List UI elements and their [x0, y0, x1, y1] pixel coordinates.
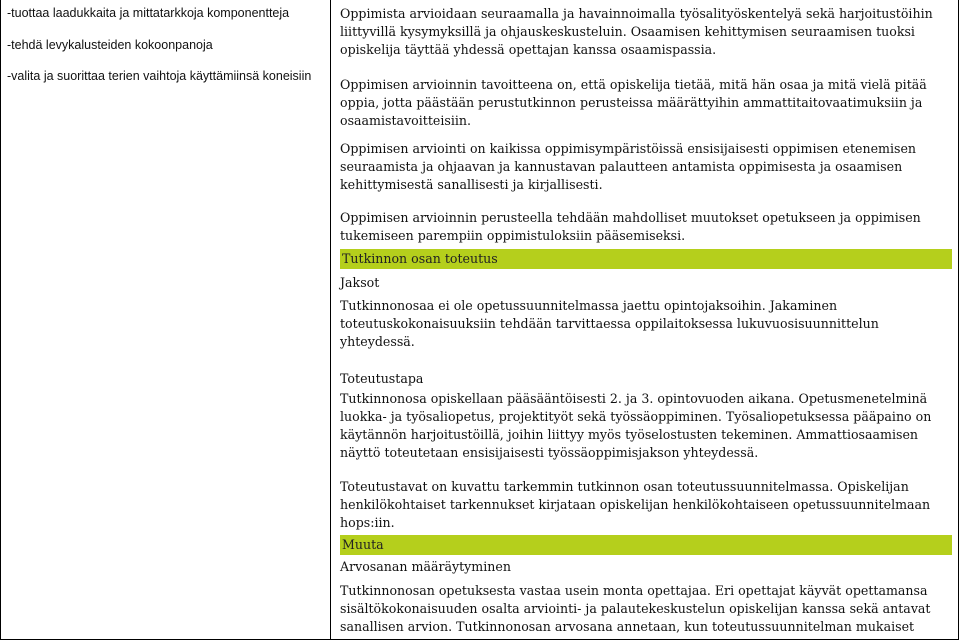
left-column: [0, 0, 331, 640]
skill-item: -valita ja suorittaa terien vaihtoja käyttämiinsä koneisiin: [7, 69, 312, 83]
toteutustapa-text: Tutkinnonosa opiskellaan pääsääntöisesti 2. ja 3. opintovuoden aikana. Opetusmenetelminä luokka- ja työsaliopetus, projektityöt sekä työssäoppiminen. Työsaliopetuksessa pääpaino on käytännön harjoitustöillä, joihin liittyy myös työselostusten tekeminen. Ammattiosaamisen näyttö toteutetaan ensisijaisesti työssäoppimisjakson yhteydessä.: [340, 391, 932, 460]
toteutustapa-text-2: Toteutustavat on kuvattu tarkemmin tutkinnon osan toteutussuunnitelmassa. Opiskelijan henkilökohtaiset tarkennukset kirjataan opiskelijan henkilökohtaiseen opetussuunnitelmaan hops:iin.: [340, 479, 931, 530]
assessment-environment-paragraph: Oppimisen arviointi on kaikissa oppimisympäristöissä ensisijaisesti oppimisen etenemisen seuraamista ja ohjaavan ja kannustavan palautteen antamista oppimisesta ja osaamisen kehittymisestä sanallisesti ja kirjallisesti.: [340, 141, 917, 192]
right-column: [331, 0, 959, 640]
assessment-paragraph: Oppimista arvioidaan seuraamalla ja havainnoimalla työsalityöskentelyä sekä harjoitustöihin liittyvillä kysymyksillä ja ohjauskeskusteluin. Osaamisen kehittymisen seuraamisen tuoksi opiskelija täyttää yhdessä opettajan kanssa osaamispassia.: [340, 6, 933, 57]
subheading-arvosana: Arvosanan määräytyminen: [340, 559, 511, 574]
arvosana-text: Tutkinnonosan opetuksesta vastaa usein monta opettajaa. Eri opettajat käyvät opettamansa sisältökokonaisuuden osalta arviointi- ja palautekeskustelun opiskelijan kanssa sekä antavat sanallisen arvion. Tutkinnonosan arvosana annetaan, kun toteutussuunnitelman mukaiset: [340, 583, 931, 634]
jaksot-text: Tutkinnonosaa ei ole opetussuunnitelmassa jaettu opintojaksoihin. Jakaminen toteutuskokonaisuuksiin tehdään tarvittaessa oppilaitoksessa lukuvuosisuunnittelun yhteydessä.: [340, 298, 879, 349]
skill-item: -tehdä levykalusteiden kokoonpanoja: [7, 38, 213, 52]
subheading-toteutustapa: Toteutustapa: [340, 371, 424, 386]
section-header-toteutus: Tutkinnon osan toteutus: [340, 249, 952, 269]
assessment-changes-paragraph: Oppimisen arvioinnin perusteella tehdään mahdolliset muutokset opetukseen ja oppimisen tukemiseen parempiin oppimistuloksiin pääsemiseksi.: [340, 210, 921, 243]
assessment-goal-paragraph: Oppimisen arvioinnin tavoitteena on, että opiskelija tietää, mitä hän osaa ja mitä vielä pitää oppia, jotta päästään perustutkinnon perusteissa määrättyihin ammattitaitovaatimuksiin ja osaamistavoitteisiin.: [340, 77, 927, 128]
subheading-jaksot: Jaksot: [340, 275, 380, 290]
section-header-muuta: Muuta: [340, 535, 952, 555]
skill-item: -tuottaa laadukkaita ja mittatarkkoja komponentteja: [7, 6, 290, 20]
